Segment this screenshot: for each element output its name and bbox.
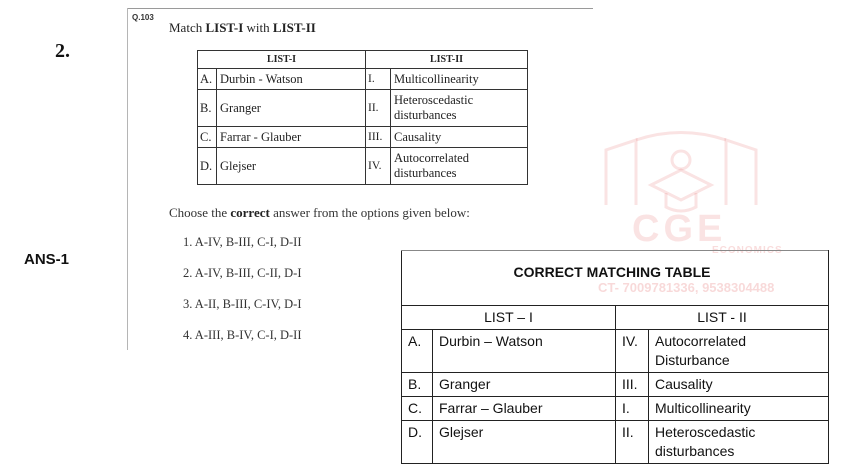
cge-watermark-logo-icon — [596, 125, 766, 220]
row-key-right: IV. — [616, 330, 649, 373]
row-value-right: Multicollinearity — [391, 69, 528, 90]
row-key-left: D. — [198, 148, 217, 185]
row-key-left: A. — [198, 69, 217, 90]
watermark-phone: CT- 7009781336, 9538304488 — [598, 280, 775, 295]
choose-instruction — [169, 205, 470, 221]
question-title — [169, 20, 316, 36]
row-key-left: B. — [402, 373, 433, 397]
row-key-right: III. — [366, 127, 391, 148]
row-value-right: Causality — [649, 373, 829, 397]
question-header-right: LIST-II — [366, 51, 528, 69]
row-value-left: Glejser — [433, 421, 616, 464]
question-match-table — [197, 50, 528, 185]
question-header-left: LIST-I — [198, 51, 366, 69]
row-key-left: C. — [402, 397, 433, 421]
row-key-left: B. — [198, 90, 217, 127]
row-key-left: A. — [402, 330, 433, 373]
table-row — [198, 148, 528, 185]
question-table-header — [198, 51, 528, 69]
table-row — [198, 90, 528, 127]
row-value-left: Durbin - Watson — [217, 69, 366, 90]
watermark-sub: ECONOMICS — [712, 245, 783, 256]
choose-suffix: answer from the options given below: — [269, 205, 470, 220]
title-prefix: Match — [169, 20, 206, 35]
row-key-right: I. — [616, 397, 649, 421]
table-row — [402, 421, 829, 464]
row-key-left: D. — [402, 421, 433, 464]
watermark-brand: CGE — [632, 208, 727, 250]
row-value-left: Granger — [217, 90, 366, 127]
row-value-right: Autocorrelated Disturbance — [649, 330, 829, 373]
title-mid: with — [243, 20, 273, 35]
title-list2: LIST-II — [272, 20, 316, 35]
question-id: Q.103 — [132, 13, 154, 22]
row-value-right: Causality — [391, 127, 528, 148]
answer-label: ANS-1 — [24, 251, 70, 268]
answer-table-header — [402, 306, 829, 330]
row-key-right: I. — [366, 69, 391, 90]
row-value-right: Heteroscedastic disturbances — [391, 90, 528, 127]
choose-prefix: Choose the — [169, 205, 231, 220]
row-key-left: C. — [198, 127, 217, 148]
question-left-border — [127, 8, 128, 350]
answer-header-left: LIST – I — [402, 306, 616, 330]
row-value-right: Heteroscedastic disturbances — [649, 421, 829, 464]
row-key-right: II. — [366, 90, 391, 127]
row-value-left: Durbin – Watson — [433, 330, 616, 373]
question-top-border — [127, 8, 593, 9]
question-number: 2. — [55, 40, 70, 62]
row-key-right: IV. — [366, 148, 391, 185]
table-row — [402, 373, 829, 397]
table-row — [198, 127, 528, 148]
answer-header-right: LIST - II — [616, 306, 829, 330]
row-key-right: III. — [616, 373, 649, 397]
table-row — [198, 69, 528, 90]
row-value-left: Glejser — [217, 148, 366, 185]
row-value-right: Multicollinearity — [649, 397, 829, 421]
option-1: 1. A-IV, B-III, C-I, D-II — [183, 235, 302, 249]
choose-bold: correct — [230, 205, 270, 220]
answer-table-title: CORRECT MATCHING TABLE — [402, 251, 829, 306]
row-key-right: II. — [616, 421, 649, 464]
row-value-left: Farrar - Glauber — [217, 127, 366, 148]
row-value-right: Autocorrelated disturbances — [391, 148, 528, 185]
option-3: 3. A-II, B-III, C-IV, D-I — [183, 297, 302, 311]
title-list1: LIST-I — [205, 20, 244, 35]
row-value-left: Granger — [433, 373, 616, 397]
answer-table-title-row — [402, 251, 829, 306]
option-2: 2. A-IV, B-III, C-II, D-I — [183, 266, 302, 280]
table-row — [402, 397, 829, 421]
table-row — [402, 330, 829, 373]
option-4: 4. A-III, B-IV, C-I, D-II — [183, 328, 302, 342]
row-value-left: Farrar – Glauber — [433, 397, 616, 421]
